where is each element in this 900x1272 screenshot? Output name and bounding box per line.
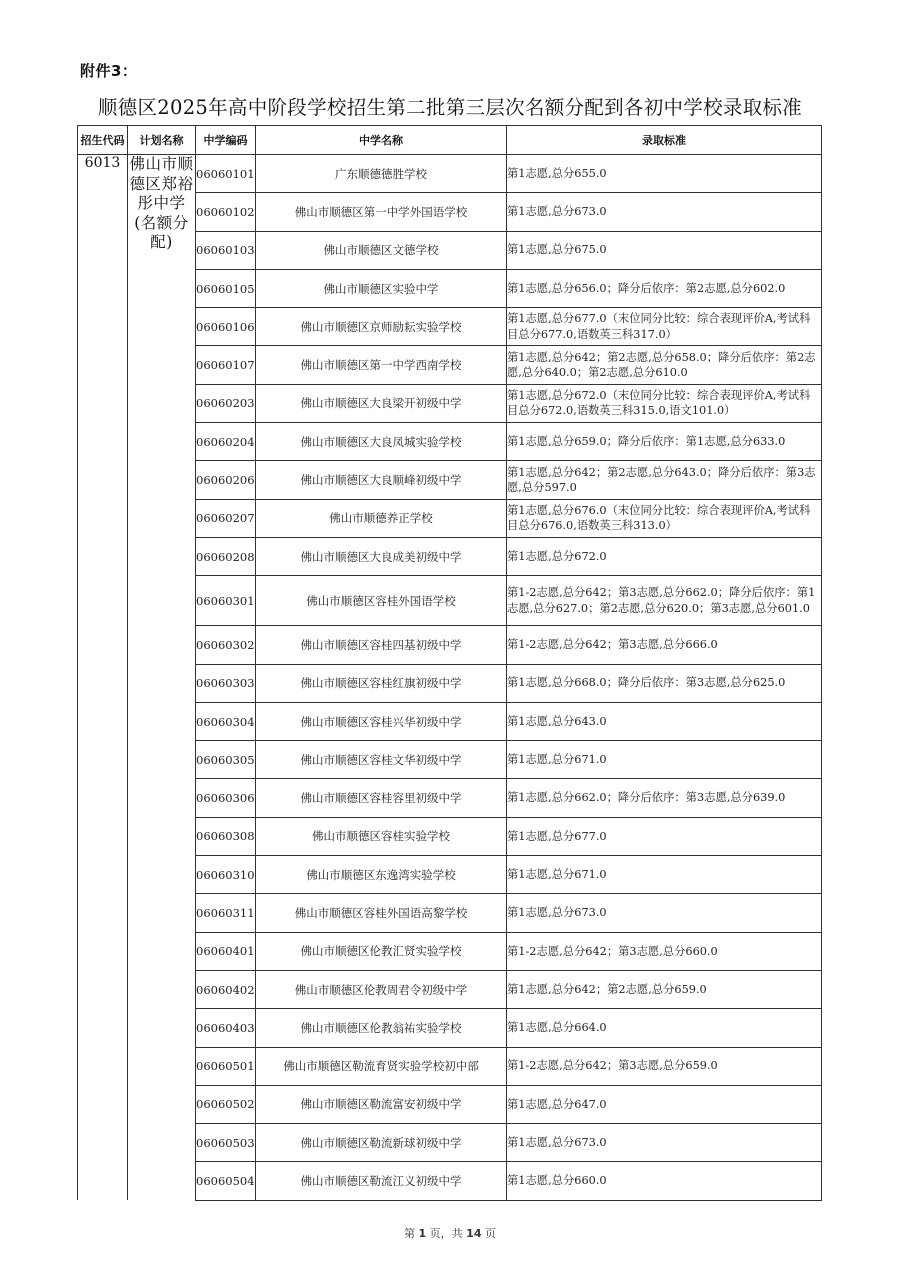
school-code-cell: 06060107 — [196, 346, 256, 384]
school-code-cell: 06060303 — [196, 664, 256, 702]
enroll-code-cell: 6013 — [78, 155, 128, 1201]
header-school-code: 中学编码 — [196, 126, 256, 155]
school-name-cell: 佛山市顺德区第一中学西南学校 — [256, 346, 507, 384]
current-page-number: 1 — [418, 1227, 427, 1240]
school-name-cell: 佛山市顺德区容桂实验学校 — [256, 817, 507, 855]
admission-standard-cell: 第1志愿,总分642；第2志愿,总分643.0；降分后依序：第3志愿,总分597.0 — [507, 461, 822, 499]
total-pages: 14 — [466, 1227, 482, 1240]
school-code-cell: 06060101 — [196, 155, 256, 193]
attachment-label: 附件3： — [80, 62, 138, 80]
school-code-cell: 06060305 — [196, 741, 256, 779]
school-code-cell: 06060302 — [196, 626, 256, 664]
school-name-cell: 佛山市顺德区第一中学外国语学校 — [256, 193, 507, 231]
school-name-cell: 佛山市顺德区大良梁开初级中学 — [256, 384, 507, 422]
school-code-cell: 06060501 — [196, 1047, 256, 1085]
school-code-cell: 06060102 — [196, 193, 256, 231]
admission-standard-cell: 第1-2志愿,总分642；第3志愿,总分666.0 — [507, 626, 822, 664]
school-name-cell: 佛山市顺德区大良凤城实验学校 — [256, 423, 507, 461]
document-title: 顺德区2025年高中阶段学校招生第二批第三层次名额分配到各初中学校录取标准 — [97, 96, 803, 119]
school-code-cell: 06060301 — [196, 576, 256, 626]
school-name-cell: 佛山市顺德区伦教汇贤实验学校 — [256, 932, 507, 970]
school-name-cell: 佛山市顺德区容桂红旗初级中学 — [256, 664, 507, 702]
header-enroll-code: 招生代码 — [78, 126, 128, 155]
school-code-cell: 06060311 — [196, 894, 256, 932]
admission-standard-cell: 第1志愿,总分659.0；降分后依序：第1志愿,总分633.0 — [507, 423, 822, 461]
school-code-cell: 06060402 — [196, 970, 256, 1008]
school-name-cell: 佛山市顺德区容桂文华初级中学 — [256, 741, 507, 779]
school-code-cell: 06060204 — [196, 423, 256, 461]
plan-name-cell: 佛山市顺德区郑裕彤中学(名额分配) — [128, 155, 196, 1201]
school-name-cell: 佛山市顺德区伦教翁祐实验学校 — [256, 1009, 507, 1047]
admission-standard-cell: 第1志愿,总分662.0；降分后依序：第3志愿,总分639.0 — [507, 779, 822, 817]
admission-standard-cell: 第1志愿,总分677.0（末位同分比较：综合表现评价A,考试科目总分677.0,语数英三科317.0） — [507, 308, 822, 346]
school-code-cell: 06060203 — [196, 384, 256, 422]
school-code-cell: 06060208 — [196, 537, 256, 575]
admission-standard-cell: 第1-2志愿,总分642；第3志愿,总分659.0 — [507, 1047, 822, 1085]
school-code-cell: 06060308 — [196, 817, 256, 855]
school-name-cell: 佛山市顺德区勒流育贤实验学校初中部 — [256, 1047, 507, 1085]
header-plan-name: 计划名称 — [128, 126, 196, 155]
school-code-cell: 06060504 — [196, 1162, 256, 1200]
admission-standard-cell: 第1-2志愿,总分642；第3志愿,总分662.0；降分后依序：第1志愿,总分627.0；第2志愿,总分620.0；第3志愿,总分601.0 — [507, 576, 822, 626]
admission-standard-cell: 第1志愿,总分642；第2志愿,总分658.0；降分后依序：第2志愿,总分640.0；第2志愿,总分610.0 — [507, 346, 822, 384]
admission-standard-cell: 第1志愿,总分671.0 — [507, 856, 822, 894]
school-name-cell: 广东顺德德胜学校 — [256, 155, 507, 193]
school-code-cell: 06060502 — [196, 1085, 256, 1123]
school-code-cell: 06060503 — [196, 1124, 256, 1162]
admission-standard-cell: 第1志愿,总分647.0 — [507, 1085, 822, 1123]
table-row — [78, 155, 822, 193]
school-name-cell: 佛山市顺德区勒流江义初级中学 — [256, 1162, 507, 1200]
school-name-cell: 佛山市顺德区容桂兴华初级中学 — [256, 702, 507, 740]
page-footer: 第 1 页，共 14 页 — [404, 1227, 496, 1240]
school-name-cell: 佛山市顺德养正学校 — [256, 499, 507, 537]
admission-standard-cell: 第1志愿,总分672.0（末位同分比较：综合表现评价A,考试科目总分672.0,语数英三科315.0,语文101.0） — [507, 384, 822, 422]
admission-standard-cell: 第1志愿,总分672.0 — [507, 537, 822, 575]
admission-standard-cell: 第1-2志愿,总分642；第3志愿,总分660.0 — [507, 932, 822, 970]
school-name-cell: 佛山市顺德区实验中学 — [256, 269, 507, 307]
admission-standard-cell: 第1志愿,总分677.0 — [507, 817, 822, 855]
admission-standard-cell: 第1志愿,总分656.0；降分后依序：第2志愿,总分602.0 — [507, 269, 822, 307]
admission-standard-cell: 第1志愿,总分676.0（末位同分比较：综合表现评价A,考试科目总分676.0,语数英三科313.0） — [507, 499, 822, 537]
school-code-cell: 06060106 — [196, 308, 256, 346]
admission-standard-cell: 第1志愿,总分673.0 — [507, 193, 822, 231]
school-code-cell: 06060403 — [196, 1009, 256, 1047]
school-name-cell: 佛山市顺德区容桂外国语高黎学校 — [256, 894, 507, 932]
admission-standard-cell: 第1志愿,总分668.0；降分后依序：第3志愿,总分625.0 — [507, 664, 822, 702]
school-code-cell: 06060207 — [196, 499, 256, 537]
school-name-cell: 佛山市顺德区勒流富安初级中学 — [256, 1085, 507, 1123]
school-code-cell: 06060304 — [196, 702, 256, 740]
header-school-name: 中学名称 — [256, 126, 507, 155]
table-header-row — [78, 126, 822, 155]
school-code-cell: 06060306 — [196, 779, 256, 817]
school-name-cell: 佛山市顺德区伦教周君令初级中学 — [256, 970, 507, 1008]
admission-standard-cell: 第1志愿,总分673.0 — [507, 1124, 822, 1162]
school-code-cell: 06060206 — [196, 461, 256, 499]
school-name-cell: 佛山市顺德区容桂容里初级中学 — [256, 779, 507, 817]
school-code-cell: 06060103 — [196, 231, 256, 269]
admission-standard-cell: 第1志愿,总分664.0 — [507, 1009, 822, 1047]
school-code-cell: 06060105 — [196, 269, 256, 307]
admission-standard-cell: 第1志愿,总分643.0 — [507, 702, 822, 740]
school-name-cell: 佛山市顺德区京师励耘实验学校 — [256, 308, 507, 346]
admission-standard-cell: 第1志愿,总分642；第2志愿,总分659.0 — [507, 970, 822, 1008]
school-name-cell: 佛山市顺德区大良顺峰初级中学 — [256, 461, 507, 499]
admission-standard-cell: 第1志愿,总分655.0 — [507, 155, 822, 193]
school-name-cell: 佛山市顺德区东逸湾实验学校 — [256, 856, 507, 894]
header-admission-standard: 录取标准 — [507, 126, 822, 155]
admission-standard-cell: 第1志愿,总分675.0 — [507, 231, 822, 269]
school-name-cell: 佛山市顺德区容桂四基初级中学 — [256, 626, 507, 664]
school-name-cell: 佛山市顺德区容桂外国语学校 — [256, 576, 507, 626]
school-code-cell: 06060310 — [196, 856, 256, 894]
admission-standards-table — [77, 125, 822, 1201]
school-name-cell: 佛山市顺德区文德学校 — [256, 231, 507, 269]
admission-standard-cell: 第1志愿,总分673.0 — [507, 894, 822, 932]
school-name-cell: 佛山市顺德区勒流新球初级中学 — [256, 1124, 507, 1162]
admission-standard-cell: 第1志愿,总分671.0 — [507, 741, 822, 779]
admission-standard-cell: 第1志愿,总分660.0 — [507, 1162, 822, 1200]
school-code-cell: 06060401 — [196, 932, 256, 970]
school-name-cell: 佛山市顺德区大良成美初级中学 — [256, 537, 507, 575]
